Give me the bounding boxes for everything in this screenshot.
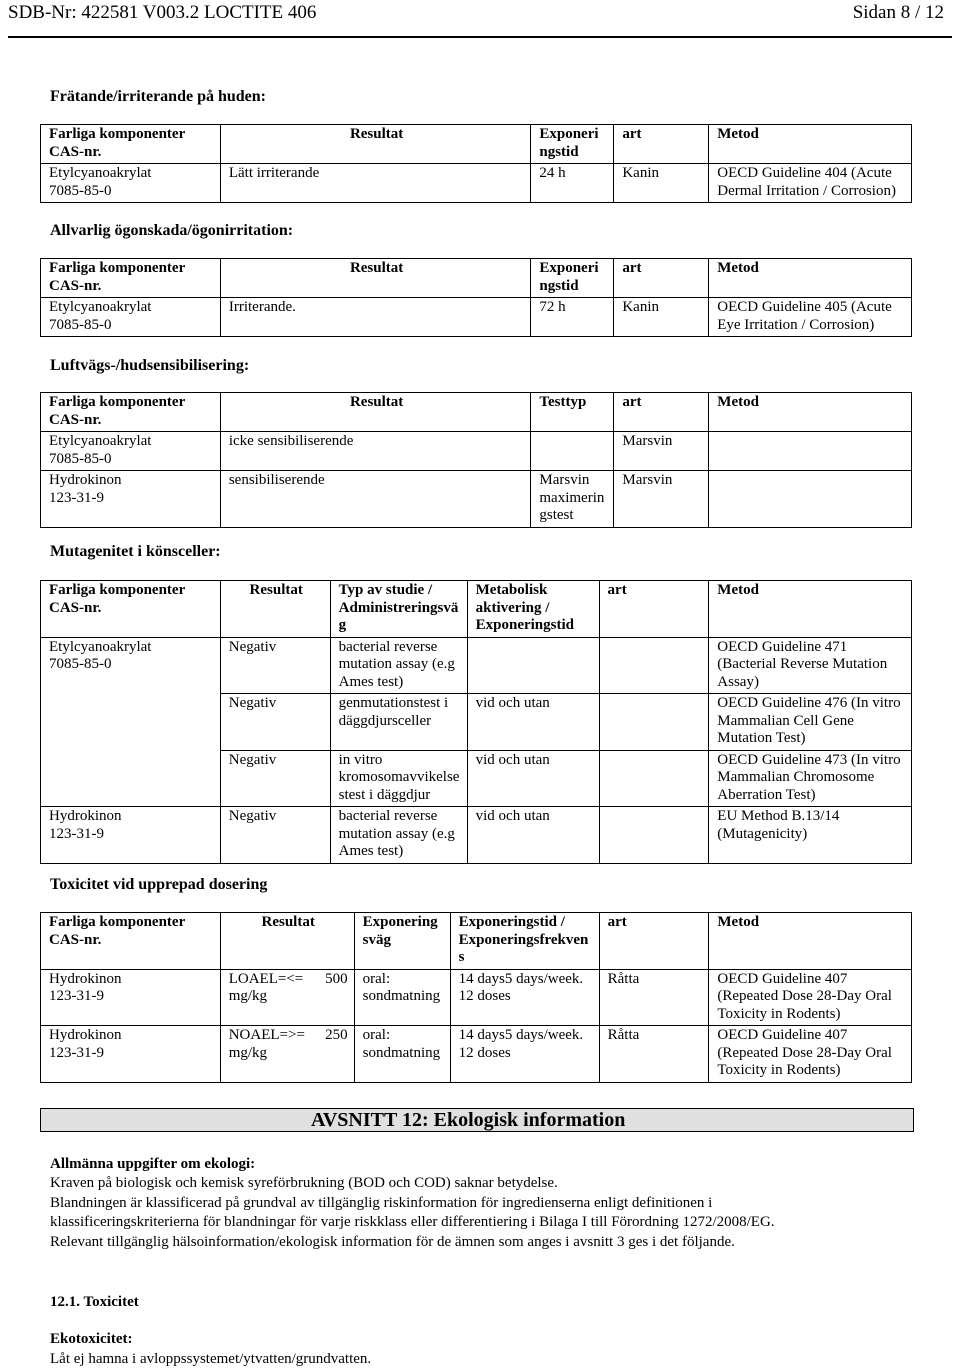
section-title-sensitisation: Luftvägs-/hudsensibilisering: xyxy=(50,357,250,374)
header-cell: art xyxy=(614,393,709,432)
section-title-skin: Frätande/irriterande på huden: xyxy=(50,88,266,105)
header-cell: Resultat xyxy=(220,259,531,298)
text-line: Blandningen är klassificerad på grundval av tillgänglig riskinformation för ingredienserna enligt definitionen i xyxy=(50,1194,713,1211)
species-cell xyxy=(599,750,709,807)
time-cell: 24 h xyxy=(531,164,614,203)
ecotoxicity-text: Låt ej hamna i avloppssystemet/ytvatten/grundvatten. xyxy=(50,1351,372,1367)
cas-number: 123-31-9 xyxy=(49,489,104,506)
section-title-eye: Allvarlig ögonskada/ögonirritation: xyxy=(50,222,294,239)
header-cell: Exponering sväg xyxy=(354,913,450,970)
result-unit: mg/kg xyxy=(228,1044,268,1061)
header-cell: Resultat xyxy=(220,913,354,970)
route-cell: oral: sondmatning xyxy=(354,1026,450,1083)
cas-number: 7085-85-0 xyxy=(49,316,112,333)
component-cell xyxy=(41,471,221,528)
table-header-row xyxy=(41,125,912,164)
text-line: Relevant tillgänglig hälsoinformation/ekologisk information för de ämnen som anges i avsnitt 3 ges i det följande. xyxy=(50,1233,735,1250)
species-cell: Råtta xyxy=(599,1026,709,1083)
component-cell xyxy=(41,1026,221,1083)
document-id: SDB-Nr: 422581 V003.2 LOCTITE 406 xyxy=(8,2,317,23)
page-header xyxy=(8,0,952,32)
result-operator: LOAEL=<= xyxy=(228,970,304,987)
table-header-row xyxy=(41,393,912,432)
section-title-mutagenicity: Mutagenitet i könsceller: xyxy=(50,543,221,560)
page-number: Sidan 8 / 12 xyxy=(852,2,944,23)
result-cell: Negativ xyxy=(220,637,330,694)
study-cell: bacterial reverse mutation assay (e.g Ames test) xyxy=(330,637,467,694)
species-cell: Råtta xyxy=(599,969,709,1026)
header-cell: Metod xyxy=(709,393,912,432)
general-ecology-heading: Allmänna uppgifter om ekologi: xyxy=(50,1156,256,1172)
table-row xyxy=(41,471,912,528)
table-row xyxy=(41,637,912,694)
table-row xyxy=(41,298,912,337)
section-12-banner xyxy=(40,1108,914,1132)
result-cell: Irriterande. xyxy=(220,298,531,337)
time-cell: 14 days5 days/week. 12 doses xyxy=(450,969,599,1026)
component-name: Etylcyanoakrylat xyxy=(49,638,152,655)
header-cell: art xyxy=(614,259,709,298)
header-cell: Farliga komponenter CAS-nr. xyxy=(41,581,221,638)
method-cell: OECD Guideline 407 (Repeated Dose 28-Day Oral Toxicity in Rodents) xyxy=(709,1026,912,1083)
study-cell: in vitro kromosomavvikelse stest i däggdjur xyxy=(330,750,467,807)
activation-cell: vid och utan xyxy=(467,694,599,751)
header-cell: Resultat xyxy=(220,393,531,432)
header-cell: Resultat xyxy=(220,581,330,638)
activation-cell xyxy=(467,637,599,694)
cas-number: 7085-85-0 xyxy=(49,182,112,199)
method-cell: OECD Guideline 476 (In vitro Mammalian Cell Gene Mutation Test) xyxy=(709,694,912,751)
table-repeated-dose xyxy=(40,912,912,1083)
result-value: 500 xyxy=(325,970,348,987)
header-cell: Farliga komponenter CAS-nr. xyxy=(41,259,221,298)
result-cell: icke sensibiliserende xyxy=(220,432,531,471)
species-cell: Kanin xyxy=(614,164,709,203)
header-cell: Exponeri ngstid xyxy=(531,259,614,298)
result-cell: Negativ xyxy=(220,750,330,807)
general-ecology-text xyxy=(50,1174,930,1252)
cas-number: 123-31-9 xyxy=(49,825,104,842)
component-cell xyxy=(41,637,221,807)
result-cell xyxy=(220,1026,354,1083)
study-cell: bacterial reverse mutation assay (e.g Ames test) xyxy=(330,807,467,864)
header-cell: Farliga komponenter CAS-nr. xyxy=(41,393,221,432)
table-eye xyxy=(40,258,912,337)
species-cell: Marsvin xyxy=(614,471,709,528)
cas-number: 123-31-9 xyxy=(49,988,104,1004)
header-cell: Farliga komponenter CAS-nr. xyxy=(41,913,221,970)
component-name: Etylcyanoakrylat xyxy=(49,165,152,181)
component-cell xyxy=(41,807,221,864)
table-header-row xyxy=(41,581,912,638)
table-row xyxy=(41,807,912,864)
header-cell: Metabolisk aktivering / Exponeringstid xyxy=(467,581,599,638)
header-cell: Exponeri ngstid xyxy=(531,125,614,164)
method-cell: OECD Guideline 404 (Acute Dermal Irritation / Corrosion) xyxy=(709,164,912,203)
activation-cell: vid och utan xyxy=(467,750,599,807)
cas-number: 123-31-9 xyxy=(49,1044,104,1061)
header-cell: art xyxy=(614,125,709,164)
species-cell xyxy=(599,637,709,694)
table-row xyxy=(41,1026,912,1083)
route-cell: oral: sondmatning xyxy=(354,969,450,1026)
result-value: 250 xyxy=(325,1027,348,1043)
study-cell: genmutationstest i däggdjursceller xyxy=(330,694,467,751)
method-cell xyxy=(709,432,912,471)
activation-cell: vid och utan xyxy=(467,807,599,864)
method-cell: OECD Guideline 471 (Bacterial Reverse Mutation Assay) xyxy=(709,637,912,694)
header-rule xyxy=(8,36,952,38)
result-operator: NOAEL=>= xyxy=(228,1027,305,1043)
text-line: Kraven på biologisk och kemisk syreförbrukning (BOD och COD) saknar betydelse. xyxy=(50,1175,558,1191)
header-cell: Metod xyxy=(709,581,912,638)
header-cell: Exponeringstid / Exponeringsfrekven s xyxy=(450,913,599,970)
component-cell xyxy=(41,164,221,203)
subsection-title: 12.1. Toxicitet xyxy=(50,1294,139,1310)
header-cell: Typ av studie / Administreringsvä g xyxy=(330,581,467,638)
cas-number: 7085-85-0 xyxy=(49,656,112,672)
method-cell: OECD Guideline 405 (Acute Eye Irritation / Corrosion) xyxy=(709,298,912,337)
method-cell: OECD Guideline 473 (In vitro Mammalian Chromosome Aberration Test) xyxy=(709,750,912,807)
text-line: klassificeringskriterierna för blandningar för varje riskklass eller differentiering i Bilaga I till Förordning 1272/2008/EG. xyxy=(50,1214,775,1230)
time-cell: 14 days5 days/week. 12 doses xyxy=(450,1026,599,1083)
species-cell: Marsvin xyxy=(614,432,709,471)
component-name: Hydrokinon xyxy=(49,970,122,987)
header-cell: Farliga komponenter CAS-nr. xyxy=(41,125,221,164)
time-cell: 72 h xyxy=(531,298,614,337)
result-cell: Lätt irriterande xyxy=(220,164,531,203)
component-name: Hydrokinon xyxy=(49,472,122,488)
header-cell: Testtyp xyxy=(531,393,614,432)
result-cell xyxy=(220,969,354,1026)
header-cell: art xyxy=(599,913,709,970)
species-cell: Kanin xyxy=(614,298,709,337)
header-cell: Metod xyxy=(709,125,912,164)
result-cell: Negativ xyxy=(220,807,330,864)
component-name: Hydrokinon xyxy=(49,808,122,824)
header-cell: Metod xyxy=(709,259,912,298)
table-mutagenicity xyxy=(40,580,912,864)
component-cell xyxy=(41,432,221,471)
table-row xyxy=(41,432,912,471)
method-cell xyxy=(709,471,912,528)
result-cell: Negativ xyxy=(220,694,330,751)
table-header-row xyxy=(41,259,912,298)
species-cell xyxy=(599,694,709,751)
component-name: Etylcyanoakrylat xyxy=(49,433,152,449)
table-sensitisation xyxy=(40,392,912,528)
result-unit: mg/kg xyxy=(228,988,268,1004)
method-cell: EU Method B.13/14 (Mutagenicity) xyxy=(709,807,912,864)
section-title-repeated-dose: Toxicitet vid upprepad dosering xyxy=(50,876,268,893)
section-12-title: AVSNITT 12: Ekologisk information xyxy=(311,1109,626,1131)
result-cell: sensibiliserende xyxy=(220,471,531,528)
component-name: Hydrokinon xyxy=(49,1027,122,1043)
test-type-cell xyxy=(531,432,614,471)
header-cell: art xyxy=(599,581,709,638)
ecotoxicity-heading: Ekotoxicitet: xyxy=(50,1331,133,1347)
component-cell xyxy=(41,298,221,337)
component-cell xyxy=(41,969,221,1026)
table-header-row xyxy=(41,913,912,970)
table-row xyxy=(41,969,912,1026)
species-cell xyxy=(599,807,709,864)
table-row xyxy=(41,164,912,203)
table-skin xyxy=(40,124,912,203)
method-cell: OECD Guideline 407 (Repeated Dose 28-Day Oral Toxicity in Rodents) xyxy=(709,969,912,1026)
cas-number: 7085-85-0 xyxy=(49,450,112,467)
test-type-cell: Marsvin maximerin gstest xyxy=(531,471,614,528)
header-cell: Metod xyxy=(709,913,912,970)
component-name: Etylcyanoakrylat xyxy=(49,299,152,315)
header-cell: Resultat xyxy=(220,125,531,164)
